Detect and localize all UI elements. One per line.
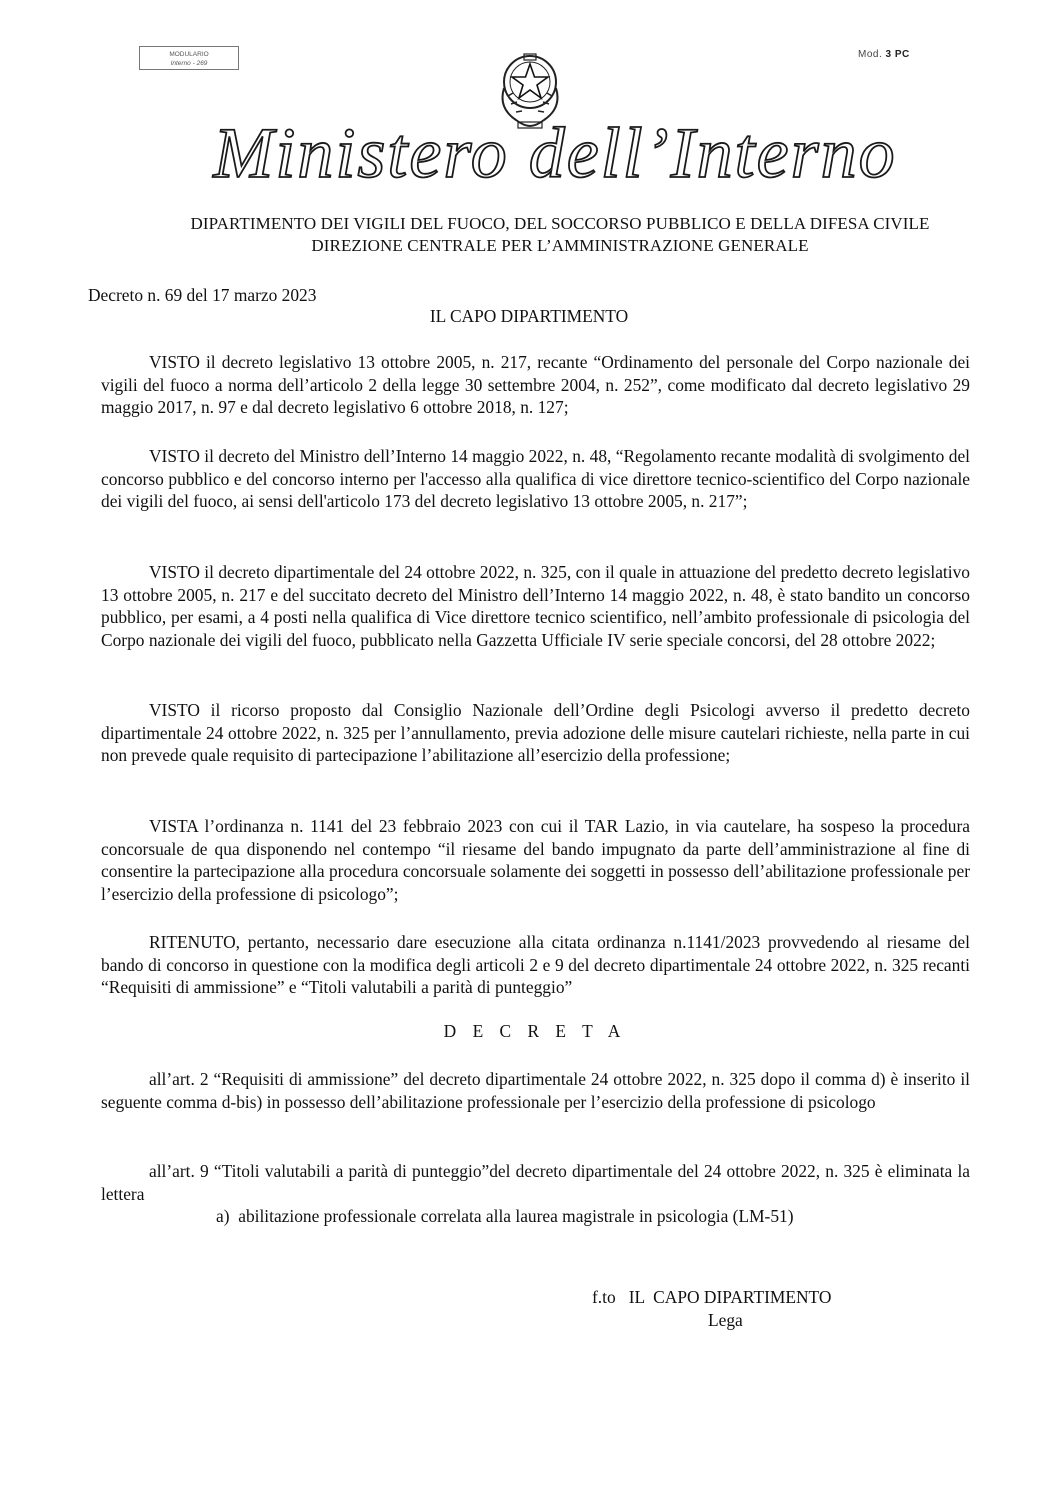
ministry-title: Ministero dell’Interno [213, 113, 897, 193]
directorate-heading: DIREZIONE CENTRALE PER L’AMMINISTRAZIONE GENERALE [311, 236, 809, 255]
premise-paragraph: RITENUTO, pertanto, necessario dare esecuzione alla citata ordinanza n.1141/2023 provvedendo al riesame del bando di concorso in questione con la modifica degli articoli 2 e 9 del decreto dipartimentale 24 ottobre 2022, n. 325 recanti “Requisiti di ammissione” e “Titoli valutabili a parità di punteggio” [101, 932, 970, 997]
list-item [216, 1206, 794, 1227]
signatory-name: Lega [708, 1310, 743, 1330]
department-heading: DIPARTIMENTO DEI VIGILI DEL FUOCO, DEL SOCCORSO PUBBLICO E DELLA DIFESA CIVILE [190, 214, 930, 233]
premise-paragraph: VISTO il ricorso proposto dal Consiglio Nazionale dell’Ordine degli Psicologi avverso il predetto decreto dipartimentale 24 ottobre 2022, n. 325 per l’annullamento, previa adozione delle misure cautelari richieste, nella parte in cui non prevede quale requisito di partecipazione l’abilitazione all’esercizio della professione; [101, 700, 970, 765]
list-marker: a) [216, 1206, 230, 1226]
form-code-label: Mod. [858, 49, 883, 60]
stamp-subtitle: Interno - 269 [170, 60, 208, 67]
stamp-title: MODULARIO [169, 51, 209, 58]
premise-paragraph: VISTO il decreto del Ministro dell’Interno 14 maggio 2022, n. 48, “Regolamento recante modalità di svolgimento del concorso pubblico e del concorso interno per l'accesso alla qualifica di vice direttore tecnico-scientifico del Corpo nazionale dei vigili del fuoco, ai sensi dell'articolo 173 del decreto legislativo 13 ottobre 2005, n. 217”; [101, 446, 970, 511]
premise-paragraph: VISTO il decreto legislativo 13 ottobre 2005, n. 217, recante “Ordinamento del personale del Corpo nazionale dei vigili del fuoco a norma dell’articolo 2 della legge 30 settembre 2004, n. 252”, come modificato dal decreto legislativo 29 maggio 2017, n. 97 e dal decreto legislativo 6 ottobre 2018, n. 127; [101, 352, 970, 417]
premise-paragraph: VISTA l’ordinanza n. 1141 del 23 febbraio 2023 con cui il TAR Lazio, in via cautelare, ha sospeso la procedura concorsuale de qua disponendo nel contempo “il riesame del bando impugnato da parte dell’amministrazione al fine di consentire la partecipazione alla procedura concorsuale solamente dei soggetti in possesso dell’abilitazione professionale per l’esercizio della professione di psicologo”; [101, 816, 970, 904]
decree-reference: Decreto n. 69 del 17 marzo 2023 [88, 285, 317, 305]
issuer-heading: IL CAPO DIPARTIMENTO [429, 306, 629, 326]
modulario-stamp [139, 46, 239, 70]
decreta-heading: D E C R E T A [443, 1021, 627, 1041]
form-code [858, 49, 910, 60]
article-paragraph: all’art. 9 “Titoli valutabili a parità di punteggio”del decreto dipartimentale del 24 ottobre 2022, n. 325 è eliminata la lettera [101, 1161, 970, 1204]
list-item-text: abilitazione professionale correlata alla laurea magistrale in psicologia (LM-51) [238, 1206, 794, 1226]
ministry-logotype [200, 110, 910, 196]
signature-title: f.to IL CAPO DIPARTIMENTO [592, 1287, 832, 1307]
premise-paragraph: VISTO il decreto dipartimentale del 24 ottobre 2022, n. 325, con il quale in attuazione del predetto decreto legislativo 13 ottobre 2005, n. 217 e del succitato decreto del Ministro dell’Interno 14 maggio 2022, n. 48, è stato bandito un concorso pubblico, per esami, a 4 posti nella qualifica di Vice direttore tecnico scientifico, nell’ambito professionale di psicologia del Corpo nazionale dei vigili del fuoco, pubblicato nella Gazzetta Ufficiale IV serie speciale concorsi, del 28 ottobre 2022; [101, 562, 970, 650]
form-code-value: 3 PC [885, 49, 910, 60]
article-paragraph: all’art. 2 “Requisiti di ammissione” del decreto dipartimentale 24 ottobre 2022, n. 325 dopo il comma d) è inserito il seguente comma d-bis) in possesso dell’abilitazione professionale per l’esercizio della professione di psicologo [101, 1069, 970, 1112]
